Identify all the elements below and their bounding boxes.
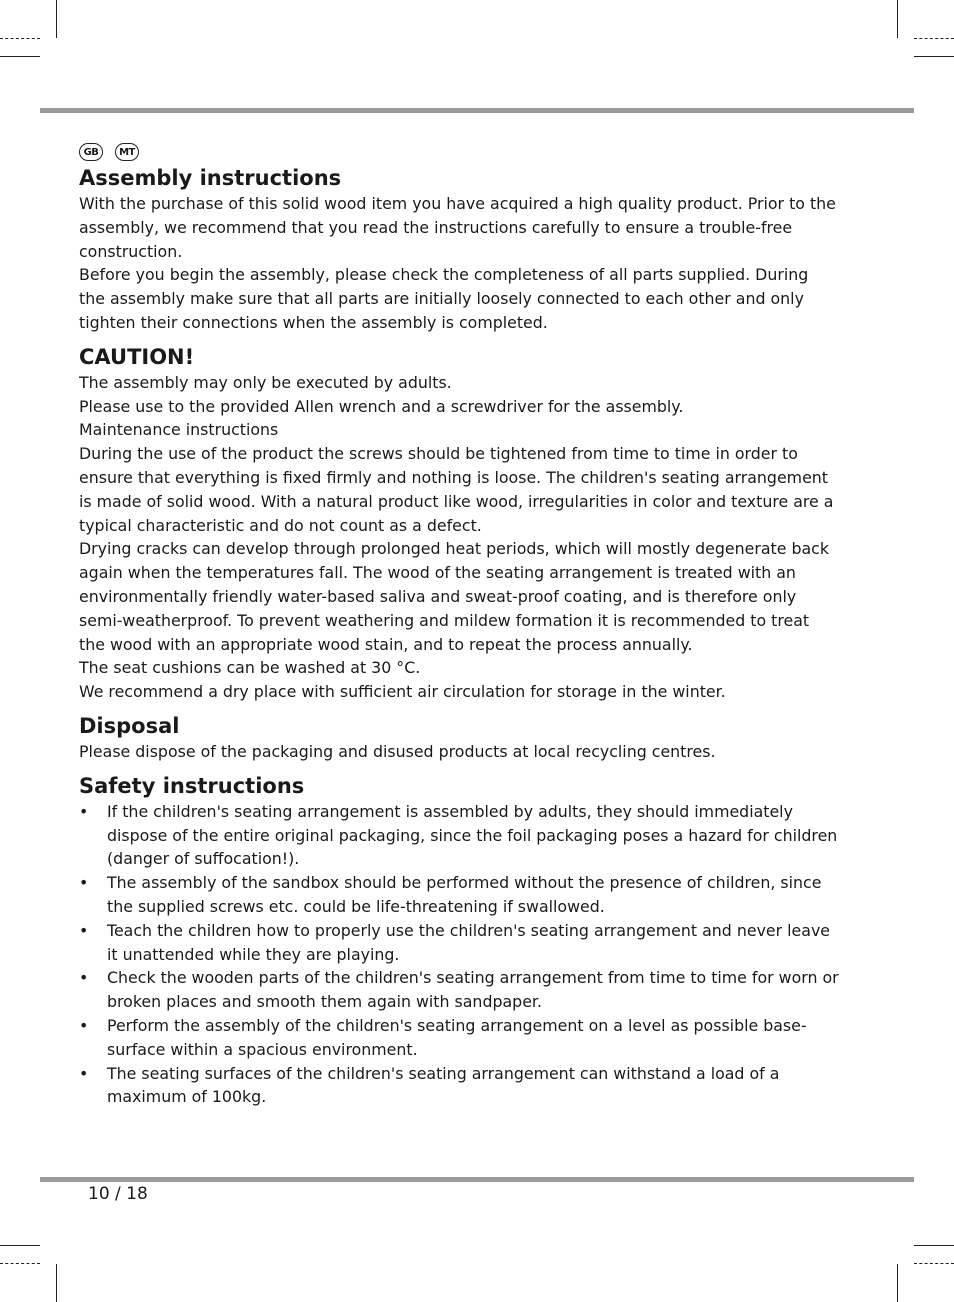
bullet-icon: • [79,1015,89,1035]
paragraph: The assembly may only be executed by adults. [79,372,452,392]
safety-title: Safety instructions [79,773,305,798]
list-item-text: Check the wooden parts of the children's seating arrangement from time to time for worn or broken places and smooth them again with sandpaper. [107,968,839,1012]
disposal-section [79,712,839,764]
bullet-icon: • [79,1063,89,1083]
caution-section [79,343,839,704]
bullet-icon: • [79,968,89,988]
footer-rule [40,1177,914,1182]
language-flags [79,141,839,163]
paragraph: Before you begin the assembly, please check the completeness of all parts supplied. During the assembly make sure that all parts are initially loosely connected to each other and only tighten their connections when the assembly is completed. [79,265,809,332]
safety-list [79,800,839,1109]
list-item-text: Perform the assembly of the children's seating arrangement on a level as possible base-surface within a spacious environment. [107,1015,807,1059]
paragraph: We recommend a dry place with sufficient air circulation for storage in the winter. [79,682,726,702]
paragraph: Please use to the provided Allen wrench and a screwdriver for the assembly. [79,396,684,416]
language-badge-mt: MT [115,143,139,161]
list-item [79,1062,839,1110]
list-item-text: The assembly of the sandbox should be performed without the presence of children, since the supplied screws etc. could be life-threatening if swallowed. [107,873,822,916]
disposal-title: Disposal [79,713,180,738]
list-item [79,966,839,1014]
paragraph: The seat cushions can be washed at 30 °C. [79,658,421,678]
assembly-section [79,164,839,335]
page-content [79,141,839,1109]
list-item-text: The seating surfaces of the children's seating arrangement can withstand a load of a maximum of 100kg. [107,1063,780,1107]
bullet-icon: • [79,801,89,821]
caution-title: CAUTION! [79,344,195,369]
paragraph: With the purchase of this solid wood item you have acquired a high quality product. Prior to the assembly, we recommend that you read the instructions carefully to ensure a trouble-free construction. [79,194,836,261]
paragraph: Please dispose of the packaging and disused products at local recycling centres. [79,741,716,761]
assembly-title: Assembly instructions [79,166,342,190]
bullet-icon: • [79,873,89,893]
safety-section [79,772,839,1109]
paragraph: Drying cracks can develop through prolonged heat periods, which will mostly degenerate back again when the temperatures fall. The wood of the seating arrangement is treated with an environmentally friendly water-based saliva and sweat-proof coating, and is therefore only semi-weatherproof. To prevent weathering and mildew formation it is recommended to treat the wood with an appropriate wood stain, and to repeat the process annually. [79,539,829,654]
header-rule [40,108,914,113]
bullet-icon: • [79,920,89,940]
language-badge-gb: GB [79,143,103,161]
page-number: 10 / 18 [88,1184,148,1204]
list-item-text: Teach the children how to properly use the children's seating arrangement and never leave it unattended while they are playing. [107,920,831,964]
list-item [79,919,839,967]
list-item [79,800,839,871]
list-item [79,871,839,919]
paragraph: During the use of the product the screws should be tightened from time to time in order to ensure that everything is fixed firmly and nothing is loose. The children's seating arrangement is made of solid wood. With a natural product like wood, irregularities in color and texture are a typical characteristic and do not count as a defect. [79,444,834,535]
paragraph: Maintenance instructions [79,420,279,440]
list-item [79,1014,839,1062]
list-item-text: If the children's seating arrangement is assembled by adults, they should immediately dispose of the entire original packaging, since the foil packaging poses a hazard for children (danger of suffocation!). [107,801,838,869]
